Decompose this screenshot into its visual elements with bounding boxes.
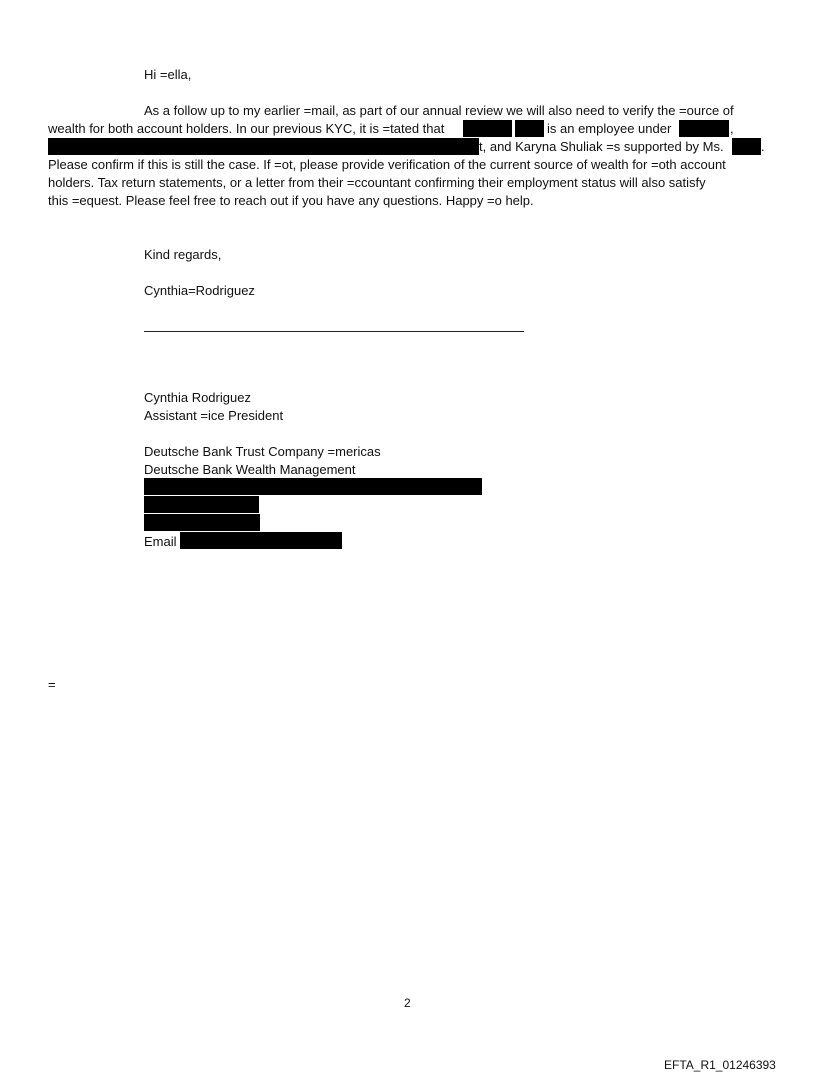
redaction-block	[463, 120, 512, 137]
redaction-block	[48, 138, 479, 155]
redaction-block	[144, 514, 260, 531]
body-line-2: wealth for both account holders. In our previous KYC, it is =tated that	[48, 121, 445, 136]
body-line-6: this =equest. Please feel free to reach out if you have any questions. Happy =o help.	[48, 193, 534, 208]
redaction-block	[144, 478, 482, 495]
page-number: 2	[404, 996, 411, 1010]
body-line-2c: ,	[730, 121, 734, 136]
body-line-3b: .	[761, 139, 765, 154]
redaction-block	[679, 120, 729, 137]
email-label: Email	[144, 534, 177, 549]
redaction-block	[732, 138, 761, 155]
signature-rule	[144, 331, 524, 332]
signature-name: Cynthia Rodriguez	[144, 390, 251, 405]
redaction-block	[180, 532, 342, 549]
document-id: EFTA_R1_01246393	[664, 1058, 776, 1072]
closing: Kind regards,	[144, 247, 222, 262]
signature-inline: Cynthia=Rodriguez	[144, 283, 255, 298]
body-line-5: holders. Tax return statements, or a letter from their =ccountant confirming their employment status will also satisfy	[48, 175, 706, 190]
signature-title: Assistant =ice President	[144, 408, 284, 423]
redaction-block	[144, 496, 259, 513]
body-line-3: t, and Karyna Shuliak =s supported by Ms.	[479, 139, 724, 154]
signature-company: Deutsche Bank Trust Company =mericas	[144, 444, 381, 459]
signature-division: Deutsche Bank Wealth Management	[144, 462, 356, 477]
stray-character: =	[48, 677, 56, 692]
body-line-2b: is an employee under	[547, 121, 672, 136]
greeting: Hi =ella,	[144, 67, 192, 82]
body-line-1: As a follow up to my earlier =mail, as part of our annual review we will also need to verify the =ource of	[144, 103, 734, 118]
redaction-block	[515, 120, 544, 137]
body-line-4: Please confirm if this is still the case. If =ot, please provide verification of the current source of wealth for =oth account	[48, 157, 726, 172]
